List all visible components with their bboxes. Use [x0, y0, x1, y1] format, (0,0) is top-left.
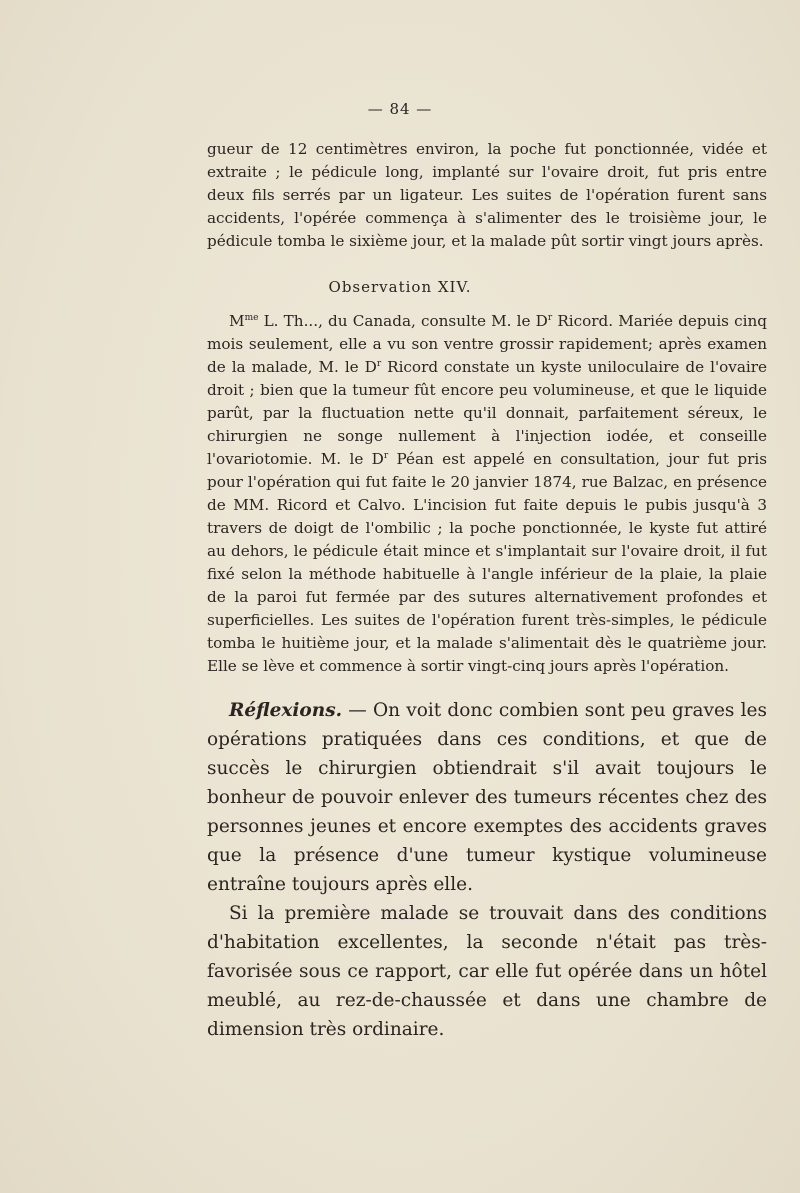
doctor-sup-3: r — [383, 451, 389, 461]
observation-text-1: L. Th..., du Canada, consulte M. le D — [258, 312, 548, 330]
reflexions-block — [207, 696, 767, 1044]
reflexions-paragraph-2: Si la première malade se trouvait dans des conditions d'habitation excellentes, la seconde n'était pas très-favorisée sous ce rapport, car elle fut opérée dans un hôtel meublé, au rez-de-chaussée et dans une chambre de dimension très ordinaire. — [207, 903, 767, 1040]
reflexions-label: Réflexions. — [229, 700, 343, 721]
top-paragraph-block — [207, 138, 767, 253]
observation-text-3: Ricord constate un kyste uniloculaire de l'ovaire droit ; bien que la tumeur fût encore peu volumineuse, et que le liquide parût, par la fluctuation nette qu'il donnait, parfaitement séreux, le chirurgien ne songe nullement à l'injection iodée, et conseille l'ovariotomie. M. le D — [207, 358, 767, 468]
madame-sup: me — [244, 313, 259, 323]
observation-text-2: Ricord. Mariée depuis cinq mois seulement, elle a vu son ventre grossir rapidement; après examen de la malade, M. le D — [207, 312, 768, 376]
top-paragraph: gueur de 12 centimètres environ, la poche fut ponctionnée, vidée et extraite ; le pédicule long, implanté sur l'ovaire droit, fut pris entre deux fils serrés par un ligateur. Les suites de l'opération furent sans accidents, l'opérée commença à s'alimenter des le troisième jour, le pédicule tomba le sixième jour, et la malade pût sortir vingt jours après. — [207, 140, 767, 250]
reflexions-text-1: — On voit donc combien sont peu graves les opérations pratiquées dans ces conditions, et que de succès le chirurgien obtiendrait s'il avait toujours le bonheur de pouvoir enlever des tumeurs récentes chez des personnes jeunes et encore exemptes des accidents graves que la présence d'une tumeur kystique volumineuse entraîne toujours après elle. — [207, 700, 767, 895]
observation-text-4: Péan est appelé en consultation, jour fut pris pour l'opération qui fut faite le 20 janvier 1874, rue Balzac, en présence de MM. Ricord et Calvo. L'incision fut faite depuis le pubis jusqu'à 3 travers de doigt de l'ombilic ; la poche ponctionnée, le kyste fut attiré au dehors, le pédicule était mince et s'implantait sur l'ovaire droit, il fut fixé selon la méthode habituelle à l'angle inférieur de la plaie, la plaie de la paroi fut fermée par des sutures alternativement profondes et superficielles. Les suites de l'opération furent très-simples, le pédicule tomba le huitième jour, et la malade s'alimentait dès le quatrième jour. Elle se lève et commence à sortir vingt-cinq jours après l'opération. — [207, 450, 767, 675]
page-number: — 84 — — [367, 100, 433, 118]
observation-block — [207, 310, 767, 678]
reflexions-paragraph-1 — [207, 696, 767, 899]
observation-heading: Observation XIV. — [328, 278, 472, 296]
madame-abbrev: M — [229, 312, 245, 330]
doctor-sup-1: r — [547, 313, 553, 323]
doctor-sup-2: r — [376, 359, 382, 369]
observation-paragraph — [207, 310, 767, 678]
